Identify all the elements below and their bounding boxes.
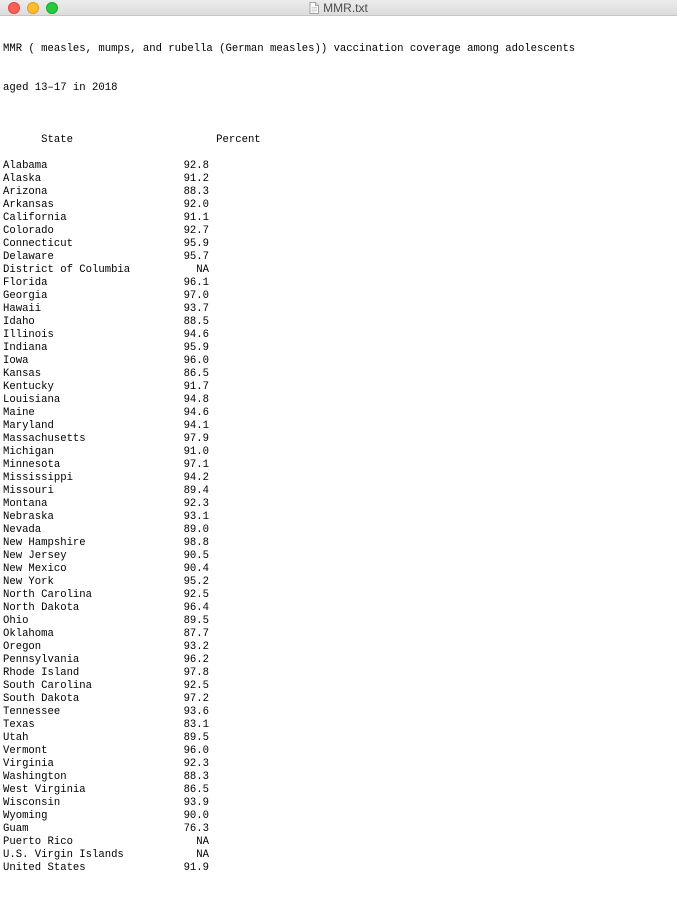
table-row <box>3 550 677 563</box>
percent-value: 91.7 <box>183 381 209 393</box>
table-row <box>3 784 677 797</box>
percent-value: 97.9 <box>183 433 209 445</box>
state-name: Maine <box>3 407 35 419</box>
percent-value: 95.7 <box>183 251 209 263</box>
state-name: Wyoming <box>3 810 48 822</box>
state-column-header: State <box>41 134 73 146</box>
percent-value: 89.4 <box>183 485 209 497</box>
table-row <box>3 433 677 446</box>
percent-value: 88.3 <box>183 771 209 783</box>
table-row <box>3 602 677 615</box>
state-name: Colorado <box>3 225 54 237</box>
percent-value: 97.2 <box>183 693 209 705</box>
percent-value: 92.5 <box>183 680 209 692</box>
state-name: Oklahoma <box>3 628 54 640</box>
table-row <box>3 758 677 771</box>
state-name: Louisiana <box>3 394 61 406</box>
percent-value: 94.6 <box>183 407 209 419</box>
state-name: New York <box>3 576 54 588</box>
percent-value: 92.8 <box>183 160 209 172</box>
state-name: Puerto Rico <box>3 836 73 848</box>
state-name: Texas <box>3 719 35 731</box>
percent-value: 89.0 <box>183 524 209 536</box>
percent-value: 86.5 <box>183 784 209 796</box>
table-row <box>3 537 677 550</box>
table-row <box>3 563 677 576</box>
percent-value: 89.5 <box>183 732 209 744</box>
table-row <box>3 420 677 433</box>
state-name: Tennessee <box>3 706 61 718</box>
state-name: Massachusetts <box>3 433 86 445</box>
percent-value: 92.5 <box>183 589 209 601</box>
table-row <box>3 732 677 745</box>
table-row <box>3 576 677 589</box>
table-row <box>3 862 677 875</box>
percent-value: 97.0 <box>183 290 209 302</box>
percent-value: 91.0 <box>183 446 209 458</box>
table-row <box>3 212 677 225</box>
state-name: Florida <box>3 277 48 289</box>
table-row <box>3 719 677 732</box>
percent-value: 93.7 <box>183 303 209 315</box>
table-row <box>3 459 677 472</box>
percent-value: 93.9 <box>183 797 209 809</box>
table-row <box>3 745 677 758</box>
table-row <box>3 264 677 277</box>
table-row <box>3 771 677 784</box>
table-row <box>3 810 677 823</box>
state-name: Ohio <box>3 615 29 627</box>
table-row <box>3 342 677 355</box>
state-name: Maryland <box>3 420 54 432</box>
percent-value: 96.4 <box>183 602 209 614</box>
table-row <box>3 706 677 719</box>
table-row <box>3 316 677 329</box>
state-name: South Carolina <box>3 680 93 692</box>
state-name: Hawaii <box>3 303 42 315</box>
percent-value: 88.3 <box>183 186 209 198</box>
document-title-line-2: aged 13–17 in 2018 <box>3 82 118 94</box>
table-row <box>3 394 677 407</box>
percent-value: 76.3 <box>183 823 209 835</box>
percent-value: 96.1 <box>183 277 209 289</box>
document-title-line-1: MMR ( measles, mumps, and rubella (German measles)) vaccination coverage among adolescents <box>3 43 576 55</box>
table-row <box>3 498 677 511</box>
window-title <box>0 1 677 17</box>
percent-value: 92.3 <box>183 758 209 770</box>
table-row <box>3 849 677 862</box>
table-row <box>3 628 677 641</box>
window-title-text: MMR.txt <box>323 1 368 15</box>
table-row <box>3 277 677 290</box>
percent-value: 93.6 <box>183 706 209 718</box>
percent-value: 87.7 <box>183 628 209 640</box>
table-row <box>3 680 677 693</box>
state-name: United States <box>3 862 86 874</box>
percent-value: 91.1 <box>183 212 209 224</box>
percent-value: 95.2 <box>183 576 209 588</box>
table-row <box>3 641 677 654</box>
table-row <box>3 225 677 238</box>
document-text-area[interactable] <box>3 17 677 874</box>
state-name: Mississippi <box>3 472 73 484</box>
percent-value: 89.5 <box>183 615 209 627</box>
state-name: Idaho <box>3 316 35 328</box>
table-row <box>3 303 677 316</box>
table-row <box>3 381 677 394</box>
percent-value: 96.0 <box>183 745 209 757</box>
table-row <box>3 667 677 680</box>
state-name: Utah <box>3 732 29 744</box>
table-row <box>3 173 677 186</box>
percent-value: 96.2 <box>183 654 209 666</box>
table-row <box>3 446 677 459</box>
table-row <box>3 290 677 303</box>
state-name: Pennsylvania <box>3 654 80 666</box>
table-row <box>3 485 677 498</box>
percent-value: 90.5 <box>183 550 209 562</box>
table-row <box>3 836 677 849</box>
table-row <box>3 329 677 342</box>
state-name: U.S. Virgin Islands <box>3 849 124 861</box>
percent-value: 95.9 <box>183 342 209 354</box>
state-name: Kentucky <box>3 381 54 393</box>
percent-value: 91.9 <box>183 862 209 874</box>
percent-value: NA <box>196 836 209 848</box>
state-name: Michigan <box>3 446 54 458</box>
percent-value: 93.1 <box>183 511 209 523</box>
state-name: West Virginia <box>3 784 86 796</box>
table-row <box>3 368 677 381</box>
column-header-row <box>3 121 677 146</box>
percent-value: NA <box>196 849 209 861</box>
percent-column-header: Percent <box>216 134 261 146</box>
percent-value: 90.4 <box>183 563 209 575</box>
table-row <box>3 238 677 251</box>
state-name: Guam <box>3 823 29 835</box>
state-name: District of Columbia <box>3 264 131 276</box>
state-name: Alaska <box>3 173 42 185</box>
percent-value: 94.2 <box>183 472 209 484</box>
percent-value: 92.7 <box>183 225 209 237</box>
table-row <box>3 654 677 667</box>
state-name: North Carolina <box>3 589 93 601</box>
state-name: Kansas <box>3 368 42 380</box>
table-row <box>3 693 677 706</box>
window-titlebar[interactable] <box>0 0 677 16</box>
state-name: Illinois <box>3 329 54 341</box>
state-name: New Hampshire <box>3 537 86 549</box>
table-row <box>3 407 677 420</box>
percent-value: 88.5 <box>183 316 209 328</box>
state-name: Arkansas <box>3 199 54 211</box>
percent-value: 94.8 <box>183 394 209 406</box>
percent-value: 83.1 <box>183 719 209 731</box>
state-name: Wisconsin <box>3 797 61 809</box>
state-name: Nevada <box>3 524 42 536</box>
state-name: Montana <box>3 498 48 510</box>
percent-value: 86.5 <box>183 368 209 380</box>
percent-value: 93.2 <box>183 641 209 653</box>
state-name: Delaware <box>3 251 54 263</box>
state-name: Georgia <box>3 290 48 302</box>
table-row <box>3 251 677 264</box>
state-name: New Jersey <box>3 550 67 562</box>
state-name: Virginia <box>3 758 54 770</box>
state-name: Washington <box>3 771 67 783</box>
table-row <box>3 511 677 524</box>
table-row <box>3 355 677 368</box>
state-name: Alabama <box>3 160 48 172</box>
state-name: Vermont <box>3 745 48 757</box>
percent-value: 91.2 <box>183 173 209 185</box>
state-name: California <box>3 212 67 224</box>
percent-value: 90.0 <box>183 810 209 822</box>
data-rows <box>3 160 677 875</box>
percent-value: 94.6 <box>183 329 209 341</box>
state-name: Oregon <box>3 641 42 653</box>
table-row <box>3 823 677 836</box>
percent-value: 92.3 <box>183 498 209 510</box>
percent-value: NA <box>196 264 209 276</box>
state-name: Iowa <box>3 355 29 367</box>
percent-value: 96.0 <box>183 355 209 367</box>
table-row <box>3 797 677 810</box>
table-row <box>3 199 677 212</box>
text-document-icon <box>309 2 319 14</box>
percent-value: 98.8 <box>183 537 209 549</box>
table-row <box>3 186 677 199</box>
percent-value: 92.0 <box>183 199 209 211</box>
state-name: Nebraska <box>3 511 54 523</box>
state-name: New Mexico <box>3 563 67 575</box>
state-name: South Dakota <box>3 693 80 705</box>
state-name: North Dakota <box>3 602 80 614</box>
state-name: Missouri <box>3 485 54 497</box>
table-row <box>3 160 677 173</box>
state-name: Rhode Island <box>3 667 80 679</box>
state-name: Minnesota <box>3 459 61 471</box>
percent-value: 97.8 <box>183 667 209 679</box>
state-name: Connecticut <box>3 238 73 250</box>
percent-value: 94.1 <box>183 420 209 432</box>
table-row <box>3 472 677 485</box>
table-row <box>3 615 677 628</box>
table-row <box>3 589 677 602</box>
percent-value: 95.9 <box>183 238 209 250</box>
table-row <box>3 524 677 537</box>
state-name: Arizona <box>3 186 48 198</box>
state-name: Indiana <box>3 342 48 354</box>
percent-value: 97.1 <box>183 459 209 471</box>
